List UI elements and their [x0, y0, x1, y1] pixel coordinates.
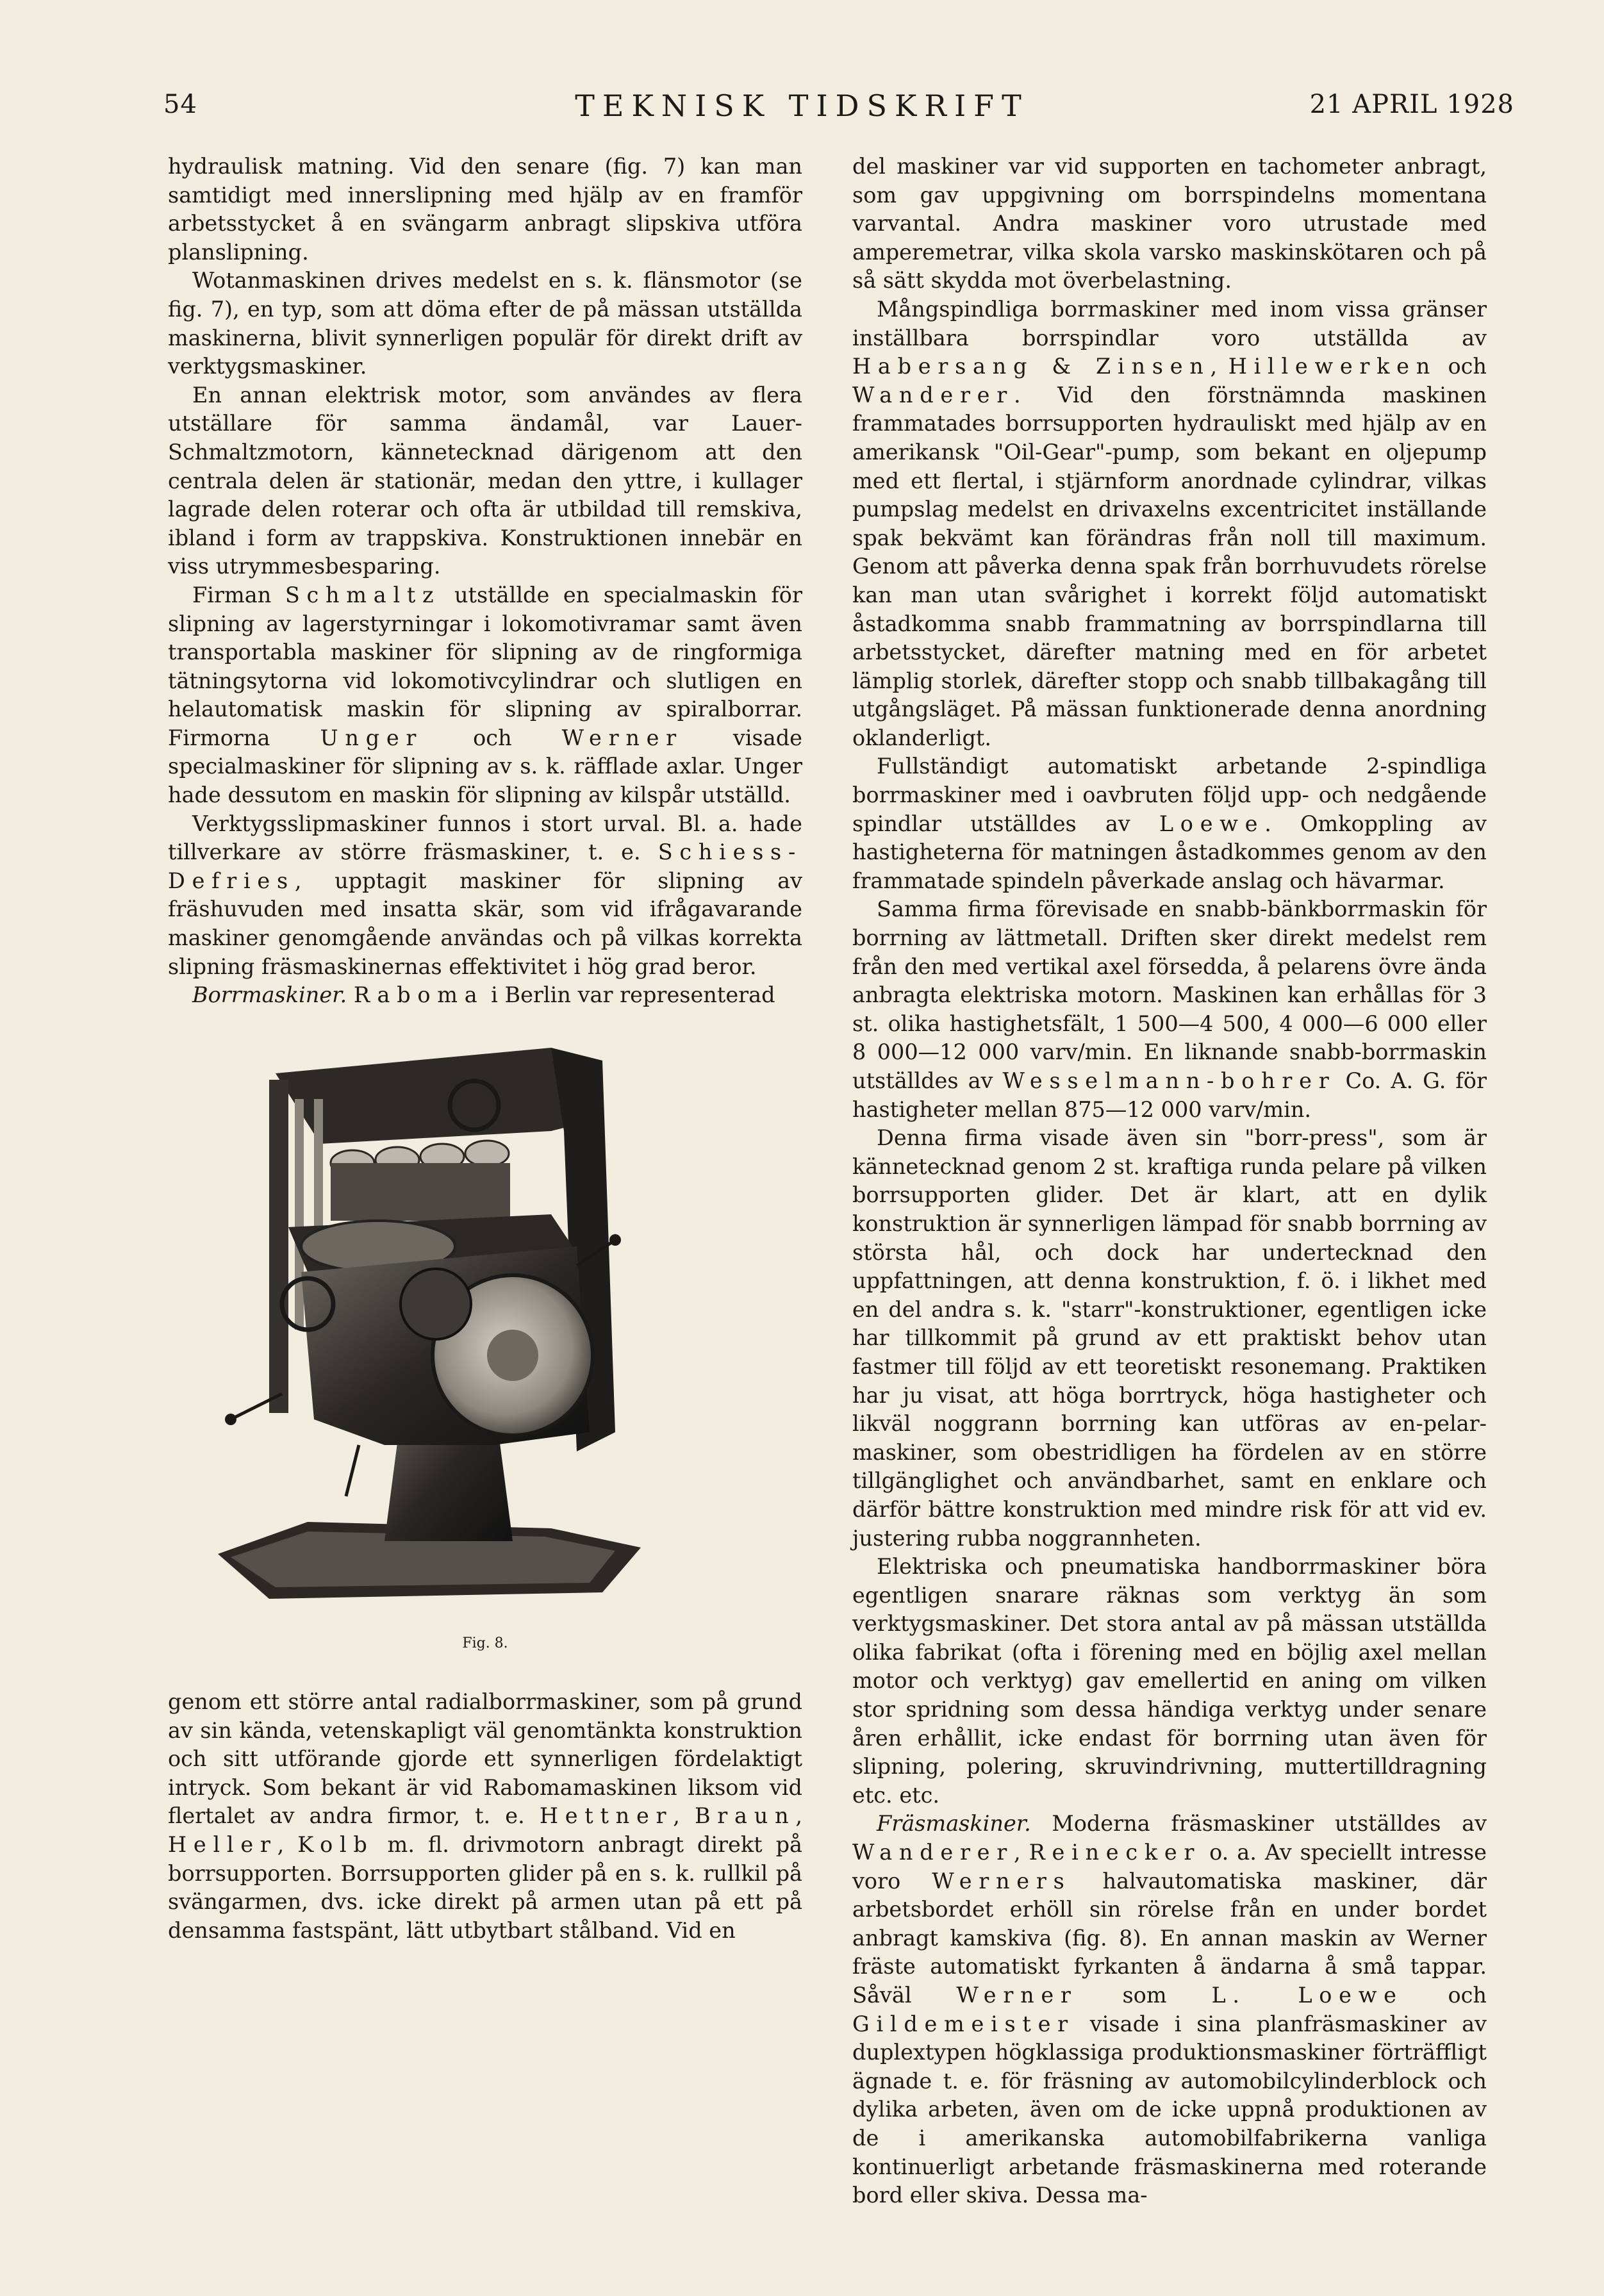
- company-name: Reinecker: [1029, 1840, 1202, 1865]
- figure-caption: Fig. 8.: [462, 1635, 508, 1651]
- company-name: Werner: [956, 1983, 1078, 2008]
- company-name: Raboma: [353, 982, 484, 1008]
- company-name: Braun: [694, 1803, 796, 1829]
- company-name: Habersang & Zinsen: [852, 354, 1211, 379]
- company-name: Gildemeister: [852, 2011, 1075, 2036]
- section-heading: Fräsmaskiner.: [877, 1811, 1031, 1837]
- company-name: Loewe: [1159, 811, 1265, 836]
- figure-8-drilling-machine-illustration: [192, 1035, 801, 1612]
- company-name: Heller: [168, 1831, 277, 1857]
- company-name: Kolb: [297, 1831, 374, 1857]
- paragraph: hydraulisk matning. Vid den senare (fig. 7) kan man samtidigt med innerslipning med hjälp av en framför arbetsstycket å en svängarm anbragt slipskiva utföra planslipning.: [168, 154, 802, 265]
- company-name: Wanderer: [852, 1840, 1014, 1865]
- company-name: Unger: [320, 725, 424, 750]
- company-name: Werner: [561, 725, 683, 750]
- paragraph: Fräsmaskiner. Moderna fräsmaskiner utställdes av Wanderer, Reinecker o. a. Av speciellt intresse voro Werners halvautomatiska maskiner, där arbetsbordet erhöll sin rörelse från en under bordet anbragt kamskiva (fig. 8). En annan maskin av Werner fräste automatiskt fyrkanten å ändarna å små tappar. Såväl Werner som L. Loewe och Gildemeister visade i sina planfräsmaskiner av duplextypen högklassiga produktionsmaskiner förträffligt ägnade t. e. för fräsning av automobilcylinderblock och dylika arbeten, även om de icke uppnå produktionen av de i amerikanska automobilfabrikerna vanliga kontinuerligt arbetande fräsmaskinerna med roterande bord eller skiva. Dessa ma-: [852, 1811, 1487, 2208]
- paragraph: Firman Schmaltz utställde en specialmaskin för slipning av lagerstyrningar i lokomotivramar samt även transportabla maskiner för slipning av de ringformiga tätningsytorna vid lokomotivcylindrar och slutligen en helautomatisk maskin för slipning av spiralborrar. Firmorna Unger och Werner visade specialmaskiner för slipning av s. k. räfflade axlar. Unger hade dessutom en maskin för slipning av kilspår utställd.: [168, 582, 802, 808]
- section-heading: Borrmaskiner.: [192, 982, 347, 1008]
- company-name: Wanderer: [852, 382, 1014, 408]
- paragraph: Mångspindliga borrmaskiner med inom vissa gränser inställbara borrspindlar voro utställda av Habersang & Zinsen, Hillewerken och Wanderer. Vid den förstnämnda maskinen frammatades borrsupporten hydrauliskt med hjälp av en amerikansk "Oil-Gear"-pump, som bekant en oljepump med ett flertal, i stjärnform anordnade cylindrar, vilkas pumpslag medelst en drivaxelns excentricitet inställande spak bekvämt kan förändras från noll till maximum. Genom att påverka denna spak från borrhuvudets rörelse kan man utan svårighet i korrekt följd automatiskt åstadkomma snabb frammatning av borrspindlarna till arbetsstycket, därefter matning med en för arbetet lämplig storlek, därefter stopp och snabb tillbakagång till utgångsläget. På mässan funktionerade denna anordning oklanderligt.: [852, 296, 1487, 750]
- paragraph: Samma firma förevisade en snabb-bänkborrmaskin för borrning av lättmetall. Driften sker direkt medelst rem från den med vertikal axel försedda, å pelarens övre ända anbragta elektriska motorn. Maskinen kan erhållas för 3 st. olika hastighetsfält, 1 500—4 500, 4 000—6 000 eller 8 000—12 000 varv/min. En liknande snabb-borrmaskin utställdes av Wesselmann-bohrer Co. A. G. för hastigheter mellan 875—12 000 varv/min.: [852, 896, 1487, 1122]
- right-column: [852, 153, 1487, 2210]
- journal-title: TEKNISK TIDSKRIFT: [575, 88, 1029, 123]
- company-name: Wesselmann-bohrer: [1002, 1068, 1336, 1093]
- left-column-bottom: [168, 1688, 802, 1945]
- paragraph: Elektriska och pneumatiska handborrmaskiner böra egentligen snarare räknas som verktyg än som verktygsmaskiner. Det stora antal av på mässan utställda olika fabrikat (ofta i förening med en böjlig axel mellan motor och verktyg) gav emellertid en aning om vilken stor spridning som dessa händiga verktyg under senare åren erhållit, icke endast för borrning utan även för slipning, polering, skruvindrivning, muttertilldragning etc. etc.: [852, 1554, 1487, 1808]
- company-name: Werners: [932, 1868, 1071, 1894]
- paragraph: Verktygsslipmaskiner funnos i stort urval. Bl. a. hade tillverkare av större fräsmaskiner, t. e. Schiess-Defries, upptagit maskiner för slipning av fräshuvuden med insatta skär, som vid ifrågavarande maskiner genomgående användas och på vilkas korrekta slipning fräsmaskinernas effektivitet i hög grad beror.: [168, 811, 802, 979]
- paragraph: del maskiner var vid supporten en tachometer anbragt, som gav uppgivning om borrspindelns momentana varvantal. Andra maskiner voro utrustade med amperemetrar, vilka skola varsko maskinskötaren och på så sätt skydda mot överbelastning.: [852, 154, 1487, 293]
- company-name: Schmaltz: [285, 582, 441, 607]
- paragraph: genom ett större antal radialborrmaskiner, som på grund av sin kända, vetenskapligt väl genomtänkta konstruktion och sitt utförande gjorde ett synnerligen fördelaktigt intryck. Som bekant är vid Rabomamaskinen liksom vid flertalet av andra firmor, t. e. Hettner, Braun, Heller, Kolb m. fl. drivmotorn anbragt direkt på borrsupporten. Borrsupporten glider på en s. k. rullkil på svängarmen, dvs. icke direkt på armen utan på ett på densamma fastspänt, lätt utbytbart stålband. Vid en: [168, 1689, 802, 1943]
- company-name: Schiess-Defries: [168, 839, 802, 893]
- paragraph: Wotanmaskinen drives medelst en s. k. flänsmotor (se fig. 7), en typ, som att döma efter de på mässan utställda maskinerna, blivit synnerligen populär för direkt drift av verktygsmaskiner.: [168, 268, 802, 379]
- paragraph: Borrmaskiner. Raboma i Berlin var representerad: [192, 982, 775, 1008]
- company-name: Hillewerken: [1228, 354, 1437, 379]
- left-column-top: [168, 153, 802, 1010]
- paragraph: En annan elektrisk motor, som användes av flera utställare för samma ändamål, var Lauer-Schmaltzmotorn, kännetecknad därigenom att den centrala delen är stationär, medan den yttre, i kullager lagrade delen roterar och ofta är utbildad till remskiva, ibland i form av trappskiva. Konstruktionen innebär en viss utrymmesbesparing.: [168, 382, 802, 579]
- company-name: L. Loewe: [1211, 1983, 1403, 2008]
- page-number: 54: [163, 90, 197, 119]
- company-name: Hettner: [539, 1803, 674, 1829]
- issue-date: 21 APRIL 1928: [1309, 90, 1514, 119]
- paragraph: Fullständigt automatiskt arbetande 2-spindliga borrmaskiner med i oavbruten följd upp- och nedgående spindlar utställdes av Loewe. Omkoppling av hastigheterna för matningen åstadkommes genom av den frammatade spindeln påverkade anslag och hävarmar.: [852, 754, 1487, 893]
- paragraph: Denna firma visade även sin "borr-press", som är kännetecknad genom 2 st. kraftiga runda pelare på vilken borrsupporten glider. Det är klart, att en dylik konstruktion är synnerligen lämpad för snabb borrning av största hål, och dock har undertecknad den uppfattningen, att denna konstruktion, f. ö. i likhet med en del andra s. k. "starr"-konstruktioner, egentligen icke har tillkommit på grund av ett praktiskt behov utan fastmer till följd av ett teoretiskt resonemang. Praktiken har ju visat, att höga borrtryck, höga hastigheter och likväl noggrann borrning kan utföras av en-pelar-maskiner, som obestridligen ha fördelen av en större tillgänglighet och användbarhet, samt en enklare och därför bättre konstruktion med mindre risk för att vid ev. justering rubba noggrannheten.: [852, 1125, 1487, 1551]
